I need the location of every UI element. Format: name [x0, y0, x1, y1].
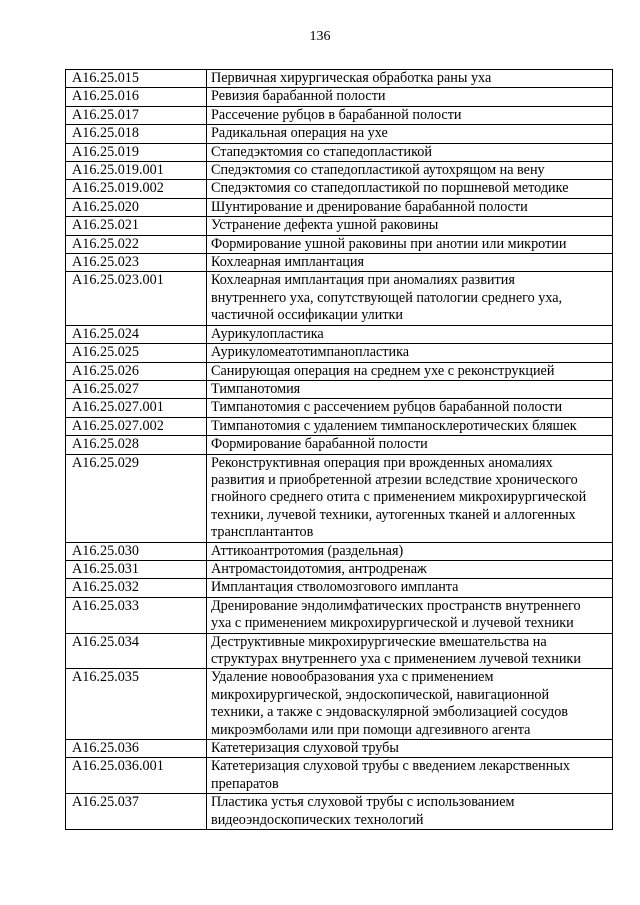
table-row	[66, 597, 613, 633]
procedure-code: A16.25.036	[66, 740, 207, 758]
procedure-code: A16.25.020	[66, 198, 207, 216]
procedure-code: A16.25.023.001	[66, 272, 207, 325]
table-row	[66, 579, 613, 597]
table-row	[66, 106, 613, 124]
procedure-name: Формирование ушной раковины при анотии или микротии	[207, 235, 613, 253]
procedure-code: A16.25.037	[66, 794, 207, 830]
procedure-name: Дренирование эндолимфатических пространств внутреннего уха с применением микрохирургической и лучевой техники	[207, 597, 613, 633]
procedure-name: Спедэктомия со стапедопластикой по поршневой методике	[207, 180, 613, 198]
table-row	[66, 417, 613, 435]
procedure-code: A16.25.024	[66, 325, 207, 343]
procedure-name: Спедэктомия со стапедопластикой аутохрящом на вену	[207, 162, 613, 180]
table-row	[66, 362, 613, 380]
procedure-name: Санирующая операция на среднем ухе с реконструкцией	[207, 362, 613, 380]
table-row	[66, 235, 613, 253]
procedure-code: A16.25.026	[66, 362, 207, 380]
table-row	[66, 344, 613, 362]
table-row	[66, 740, 613, 758]
procedure-code: A16.25.028	[66, 436, 207, 454]
procedure-code: A16.25.033	[66, 597, 207, 633]
table-row	[66, 125, 613, 143]
table-row	[66, 669, 613, 740]
table-row	[66, 143, 613, 161]
table-row	[66, 70, 613, 88]
procedure-code: A16.25.030	[66, 542, 207, 560]
table-row	[66, 758, 613, 794]
table-row	[66, 633, 613, 669]
procedure-name: Пластика устья слуховой трубы с использованием видеоэндоскопических технологий	[207, 794, 613, 830]
procedure-name: Удаление новообразования уха с применением микрохирургической, эндоскопической, навигационной техники, а также с эндоваскулярной эмболизацией сосудов микроэмболами или при помощи адгезивного агента	[207, 669, 613, 740]
procedure-name: Ревизия барабанной полости	[207, 88, 613, 106]
procedure-code: A16.25.018	[66, 125, 207, 143]
procedure-code: A16.25.017	[66, 106, 207, 124]
procedure-name: Стапедэктомия со стапедопластикой	[207, 143, 613, 161]
procedure-code: A16.25.019	[66, 143, 207, 161]
page-number: 136	[309, 29, 331, 44]
procedure-code: A16.25.027	[66, 380, 207, 398]
procedure-name: Деструктивные микрохирургические вмешательства на структурах внутреннего уха с применением лучевой техники	[207, 633, 613, 669]
table-row	[66, 380, 613, 398]
procedure-name: Тимпанотомия	[207, 380, 613, 398]
table-row	[66, 399, 613, 417]
table-row	[66, 436, 613, 454]
procedure-name: Аурикуломеатотимпанопластика	[207, 344, 613, 362]
table-row	[66, 325, 613, 343]
procedure-name: Шунтирование и дренирование барабанной полости	[207, 198, 613, 216]
procedure-name: Кохлеарная имплантация	[207, 254, 613, 272]
procedure-table	[65, 69, 613, 830]
procedure-name: Аурикулопластика	[207, 325, 613, 343]
procedure-name: Первичная хирургическая обработка раны уха	[207, 70, 613, 88]
procedure-name: Реконструктивная операция при врожденных аномалиях развития и приобретенной атрезии вследствие хронического гнойного среднего отита с применением микрохирургической техники, лучевой техники, аутогенных тканей и аллогенных трансплантантов	[207, 454, 613, 542]
table-row	[66, 254, 613, 272]
procedure-code: A16.25.034	[66, 633, 207, 669]
procedure-name: Радикальная операция на ухе	[207, 125, 613, 143]
procedure-name: Катетеризация слуховой трубы с введением лекарственных препаратов	[207, 758, 613, 794]
procedure-code: A16.25.035	[66, 669, 207, 740]
procedure-code: A16.25.016	[66, 88, 207, 106]
procedure-code: A16.25.019.002	[66, 180, 207, 198]
table-row	[66, 454, 613, 542]
procedure-name: Имплантация стволомозгового импланта	[207, 579, 613, 597]
procedure-code: A16.25.023	[66, 254, 207, 272]
procedure-name: Антромастоидотомия, антродренаж	[207, 560, 613, 578]
procedure-code: A16.25.029	[66, 454, 207, 542]
table-row	[66, 180, 613, 198]
procedure-code: A16.25.027.002	[66, 417, 207, 435]
table-row	[66, 198, 613, 216]
procedure-code: A16.25.019.001	[66, 162, 207, 180]
procedure-name: Тимпанотомия с рассечением рубцов барабанной полости	[207, 399, 613, 417]
table-row	[66, 162, 613, 180]
table-row	[66, 88, 613, 106]
procedure-code: A16.25.022	[66, 235, 207, 253]
procedure-name: Устранение дефекта ушной раковины	[207, 217, 613, 235]
procedure-code: A16.25.021	[66, 217, 207, 235]
procedure-code: A16.25.031	[66, 560, 207, 578]
procedure-code: A16.25.036.001	[66, 758, 207, 794]
procedure-name: Рассечение рубцов в барабанной полости	[207, 106, 613, 124]
procedure-name: Тимпанотомия с удалением тимпаносклеротических бляшек	[207, 417, 613, 435]
table-row	[66, 217, 613, 235]
procedure-code: A16.25.027.001	[66, 399, 207, 417]
procedure-code: A16.25.025	[66, 344, 207, 362]
procedure-code: A16.25.032	[66, 579, 207, 597]
table-row	[66, 272, 613, 325]
table-row	[66, 794, 613, 830]
procedure-code: A16.25.015	[66, 70, 207, 88]
table-row	[66, 560, 613, 578]
procedure-table-body	[66, 70, 613, 830]
procedure-name: Катетеризация слуховой трубы	[207, 740, 613, 758]
procedure-name: Формирование барабанной полости	[207, 436, 613, 454]
table-row	[66, 542, 613, 560]
procedure-name: Аттикоантротомия (раздельная)	[207, 542, 613, 560]
procedure-name: Кохлеарная имплантация при аномалиях развития внутреннего уха, сопутствующей патологии среднего уха, частичной оссификации улитки	[207, 272, 613, 325]
